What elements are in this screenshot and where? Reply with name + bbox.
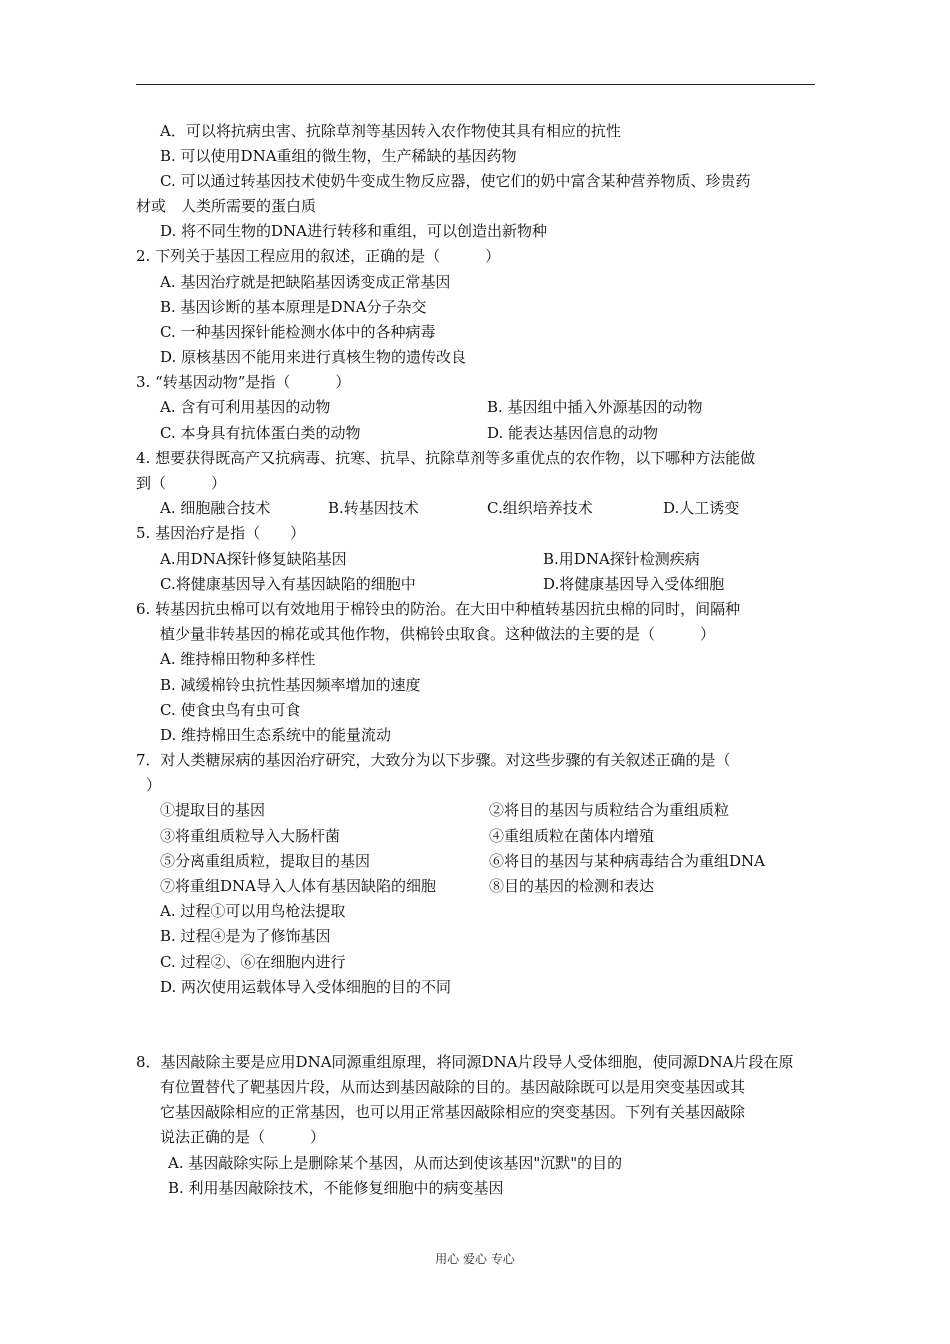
page-footer: 用心 爱心 专心 xyxy=(435,1252,515,1266)
q2-option-d: D. 原核基因不能用来进行真核生物的遗传改良 xyxy=(160,348,467,366)
q6-option-b: B. 减缓棉铃虫抗性基因频率增加的速度 xyxy=(160,676,421,694)
q7-step-8: ⑧目的基因的检测和表达 xyxy=(489,877,655,895)
q2-option-c: C. 一种基因探针能检测水体中的各种病毒 xyxy=(160,323,436,341)
q7-option-b: B. 过程④是为了修饰基因 xyxy=(160,927,331,945)
q6-stem-cont: 植少量非转基因的棉花或其他作物，供棉铃虫取食。这种做法的主要的是（ ） xyxy=(160,625,716,643)
q3-stem: 3. “转基因动物”是指（ ） xyxy=(136,373,351,391)
q7-step-6: ⑥将目的基因与某种病毒结合为重组DNA xyxy=(489,852,765,870)
q7-option-a: A. 过程①可以用鸟枪法提取 xyxy=(160,902,346,920)
q6-stem: 6. 转基因抗虫棉可以有效地用于棉铃虫的防治。在大田中种植转基因抗虫棉的同时，间隔种 xyxy=(136,600,741,618)
q8-option-a: A. 基因敲除实际上是删除某个基因，从而达到使该基因"沉默"的目的 xyxy=(168,1154,623,1172)
q7-step-2: ②将目的基因与质粒结合为重组质粒 xyxy=(489,801,730,819)
q7-step-1: ①提取目的基因 xyxy=(160,801,266,819)
q1-option-c: C. 可以通过转基因技术使奶牛变成生物反应器，使它们的奶中富含某种营养物质、珍贵药 xyxy=(160,172,751,190)
q2-stem: 2. 下列关于基因工程应用的叙述，正确的是（ ） xyxy=(136,247,501,265)
q8-stem-cont-1: 有位置替代了靶基因片段，从而达到基因敲除的目的。基因敲除既可以是用突变基因或其 xyxy=(160,1078,746,1096)
q5-option-c: C.将健康基因导入有基因缺陷的细胞中 xyxy=(160,575,416,593)
q5-option-d: D.将健康基因导入受体细胞 xyxy=(543,575,725,593)
q8-stem: 8．基因敲除主要是应用DNA同源重组原理，将同源DNA片段导人受体细胞，使同源DNA片段在原 xyxy=(136,1053,794,1071)
q7-option-d: D. 两次使用运载体导入受体细胞的目的不同 xyxy=(160,978,452,996)
q1-option-a: A．可以将抗病虫害、抗除草剂等基因转入农作物使其具有相应的抗性 xyxy=(160,122,621,140)
q7-stem: 7．对人类糖尿病的基因治疗研究，大致分为以下步骤。对这些步骤的有关叙述正确的是（ xyxy=(136,751,731,769)
q7-step-3: ③将重组质粒导入大肠杆菌 xyxy=(160,827,341,845)
q2-option-b: B. 基因诊断的基本原理是DNA分子杂交 xyxy=(160,298,427,316)
q3-option-a: A. 含有可利用基因的动物 xyxy=(160,398,331,416)
q4-option-a: A. 细胞融合技术 xyxy=(160,499,271,517)
header-rule xyxy=(136,84,815,85)
q4-stem-cont: 到（ ） xyxy=(136,474,227,492)
q6-option-c: C. 使食虫鸟有虫可食 xyxy=(160,701,301,719)
q7-step-4: ④重组质粒在菌体内增殖 xyxy=(489,827,655,845)
q3-option-c: C. 本身具有抗体蛋白类的动物 xyxy=(160,424,361,442)
q5-stem: 5. 基因治疗是指（ ） xyxy=(136,524,306,542)
q2-option-a: A. 基因治疗就是把缺陷基因诱变成正常基因 xyxy=(160,273,451,291)
q4-option-b: B.转基因技术 xyxy=(328,499,419,517)
q8-stem-cont-3: 说法正确的是（ ） xyxy=(160,1128,326,1146)
q5-option-b: B.用DNA探针检测疾病 xyxy=(543,550,700,568)
q4-stem: 4. 想要获得既高产又抗病毒、抗寒、抗旱、抗除草剂等多重优点的农作物，以下哪种方法能做 xyxy=(136,449,756,467)
q3-option-b: B. 基因组中插入外源基因的动物 xyxy=(487,398,703,416)
q4-option-c: C.组织培养技术 xyxy=(487,499,593,517)
q1-option-d: D. 将不同生物的DNA进行转移和重组，可以创造出新物种 xyxy=(160,222,548,240)
q1-option-c-cont: 材或 人类所需要的蛋白质 xyxy=(136,197,317,215)
q7-stem-cont: ） xyxy=(146,776,162,794)
q8-option-b: B. 利用基因敲除技术，不能修复细胞中的病变基因 xyxy=(168,1179,504,1197)
q3-option-d: D. 能表达基因信息的动物 xyxy=(487,424,659,442)
q5-option-a: A.用DNA探针修复缺陷基因 xyxy=(160,550,347,568)
q7-option-c: C. 过程②、⑥在细胞内进行 xyxy=(160,953,346,971)
q6-option-a: A. 维持棉田物种多样性 xyxy=(160,650,316,668)
q7-step-5: ⑤分离重组质粒，提取目的基因 xyxy=(160,852,371,870)
q1-option-b: B. 可以使用DNA重组的微生物，生产稀缺的基因药物 xyxy=(160,147,517,165)
q8-stem-cont-2: 它基因敲除相应的正常基因，也可以用正常基因敲除相应的突变基因。下列有关基因敲除 xyxy=(160,1103,746,1121)
q7-step-7: ⑦将重组DNA导入人体有基因缺陷的细胞 xyxy=(160,877,436,895)
q4-option-d: D.人工诱变 xyxy=(663,499,740,517)
q6-option-d: D. 维持棉田生态系统中的能量流动 xyxy=(160,726,392,744)
